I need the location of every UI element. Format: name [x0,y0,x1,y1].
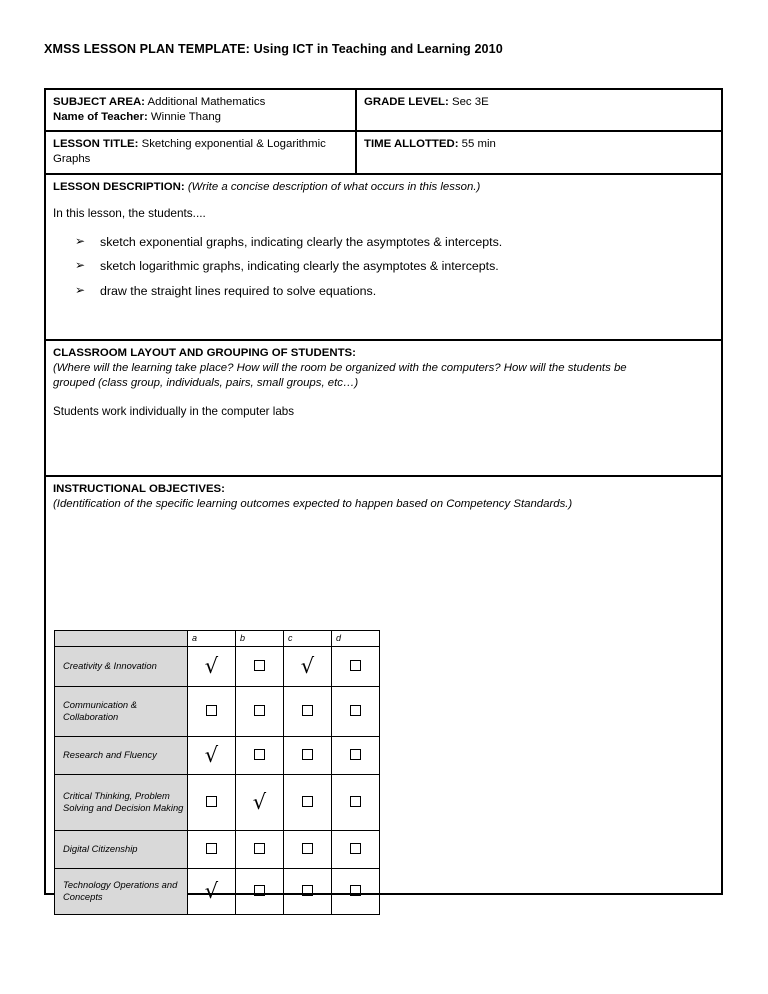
table-row [55,646,380,686]
empty-checkbox-icon [206,796,217,807]
classroom-layout-hint-line2: grouped (class group, individuals, pairs, small groups, etc…) [53,376,359,389]
competency-standards-table [54,630,380,915]
competency-checkbox-cell-d[interactable] [332,868,380,914]
column-header-c: c [284,630,332,646]
time-allotted-cell [357,132,721,172]
competency-checkbox-cell-b[interactable] [236,774,284,830]
subject-area-line [53,95,349,110]
time-allotted-value: 55 min [458,138,496,151]
lesson-description-row [46,175,721,341]
competency-row-label: Technology Operations and Concepts [55,868,188,914]
checkmark-icon: √ [204,878,219,903]
competency-checkbox-cell-d[interactable] [332,646,380,686]
competency-table-body [55,646,380,914]
competency-checkbox-cell-c[interactable] [284,686,332,736]
table-row [55,868,380,914]
arrow-bullet-icon: ➢ [75,258,86,273]
checkmark-icon: √ [300,653,315,678]
competency-checkbox-cell-c[interactable] [284,868,332,914]
empty-checkbox-icon [302,705,313,716]
grade-level-value: Sec 3E [448,96,489,108]
classroom-layout-heading: CLASSROOM LAYOUT AND GROUPING OF STUDENTS: [53,346,356,359]
empty-checkbox-icon [254,660,265,671]
classroom-layout-row [46,341,721,477]
list-item-text: sketch logarithmic graphs, indicating clearly the asymptotes & intercepts. [100,259,499,274]
grade-level-label: GRADE LEVEL: [364,96,449,108]
competency-checkbox-cell-c[interactable] [284,736,332,774]
instructional-objectives-row [46,477,721,921]
subject-area-value: Additional Mathematics [144,96,266,108]
competency-row-label: Research and Fluency [55,736,188,774]
competency-row-label: Creativity & Innovation [55,646,188,686]
competency-row-label: Communication & Collaboration [55,686,188,736]
lesson-title-value: Sketching exponential & Logarithmic Graphs [53,138,326,166]
empty-checkbox-icon [254,843,265,854]
column-header-a: a [188,630,236,646]
empty-checkbox-icon [350,660,361,671]
page-title: XMSS LESSON PLAN TEMPLATE: Using ICT in Teaching and Learning 2010 [44,42,503,56]
empty-checkbox-icon [254,749,265,760]
classroom-layout-body: Students work individually in the computer labs [53,405,295,419]
arrow-bullet-icon: ➢ [75,233,86,248]
subject-area-label: SUBJECT AREA: [53,96,145,108]
empty-checkbox-icon [302,796,313,807]
competency-checkbox-cell-d[interactable] [332,736,380,774]
empty-checkbox-icon [350,843,361,854]
lesson-description-label: LESSON DESCRIPTION: [53,180,185,193]
table-row [55,774,380,830]
competency-checkbox-cell-d[interactable] [332,774,380,830]
table-row [55,830,380,868]
checkmark-icon: √ [204,742,219,767]
arrow-bullet-icon: ➢ [75,282,86,297]
lesson-title-label: LESSON TITLE: [53,138,139,151]
subject-area-cell [46,90,357,130]
competency-checkbox-cell-a[interactable] [188,774,236,830]
competency-table-head [55,630,380,646]
lesson-description-cell [46,175,721,339]
competency-checkbox-cell-a[interactable] [188,830,236,868]
competency-row-label: Digital Citizenship [55,830,188,868]
teacher-label: Name of Teacher: [53,111,148,124]
competency-header-row [55,630,380,646]
instructional-objectives-hint: (Identification of the specific learning outcomes expected to happen based on Competency Standards.) [53,497,573,510]
empty-checkbox-icon [350,749,361,760]
competency-corner-header [55,630,188,646]
empty-checkbox-icon [206,843,217,854]
classroom-layout-hint-line1: (Where will the learning take place? How will the room be organized with the computers? How will the students be [53,361,627,374]
empty-checkbox-icon [254,885,265,896]
competency-checkbox-cell-d[interactable] [332,686,380,736]
time-allotted-label: TIME ALLOTTED: [364,138,459,151]
competency-checkbox-cell-b[interactable] [236,736,284,774]
description-spacer [53,195,713,206]
competency-checkbox-cell-a[interactable] [188,686,236,736]
classroom-layout-cell [46,341,721,475]
list-item-text: draw the straight lines required to solve equations. [100,283,377,298]
competency-checkbox-cell-a[interactable] [188,868,236,914]
competency-checkbox-cell-a[interactable] [188,736,236,774]
lesson-description-header [53,180,713,195]
competency-checkbox-cell-c[interactable] [284,774,332,830]
competency-row-label: Critical Thinking, Problem Solving and Decision Making [55,774,188,830]
competency-checkbox-cell-b[interactable] [236,646,284,686]
competency-checkbox-cell-d[interactable] [332,830,380,868]
table-row [55,736,380,774]
lesson-title-cell [46,132,357,172]
lesson-description-intro: In this lesson, the students.... [53,206,206,221]
competency-checkbox-cell-b[interactable] [236,868,284,914]
instructional-objectives-cell [46,477,721,921]
empty-checkbox-icon [302,885,313,896]
list-item [75,259,713,275]
lesson-objectives-list [53,235,713,300]
empty-checkbox-icon [350,705,361,716]
lesson-plan-form [44,88,723,903]
list-item-text: sketch exponential graphs, indicating clearly the asymptotes & intercepts. [100,234,503,249]
title-time-row [46,132,721,174]
empty-checkbox-icon [302,843,313,854]
empty-checkbox-icon [254,705,265,716]
column-header-d: d [332,630,380,646]
empty-checkbox-icon [206,705,217,716]
subject-grade-row [46,90,721,132]
grade-level-cell [357,90,721,130]
empty-checkbox-icon [350,796,361,807]
competency-checkbox-cell-b[interactable] [236,686,284,736]
checkmark-icon: √ [204,653,219,678]
teacher-value: Winnie Thang [147,111,221,124]
empty-checkbox-icon [302,749,313,760]
column-header-b: b [236,630,284,646]
competency-checkbox-cell-a[interactable] [188,646,236,686]
instructional-objectives-heading: INSTRUCTIONAL OBJECTIVES: [53,482,225,495]
table-row [55,686,380,736]
competency-checkbox-cell-c[interactable] [284,830,332,868]
competency-checkbox-cell-b[interactable] [236,830,284,868]
list-item [75,284,713,300]
list-item [75,235,713,251]
lesson-description-hint: (Write a concise description of what occurs in this lesson.) [187,180,481,193]
checkmark-icon: √ [252,789,267,814]
teacher-line [53,110,349,125]
competency-checkbox-cell-c[interactable] [284,646,332,686]
empty-checkbox-icon [350,885,361,896]
